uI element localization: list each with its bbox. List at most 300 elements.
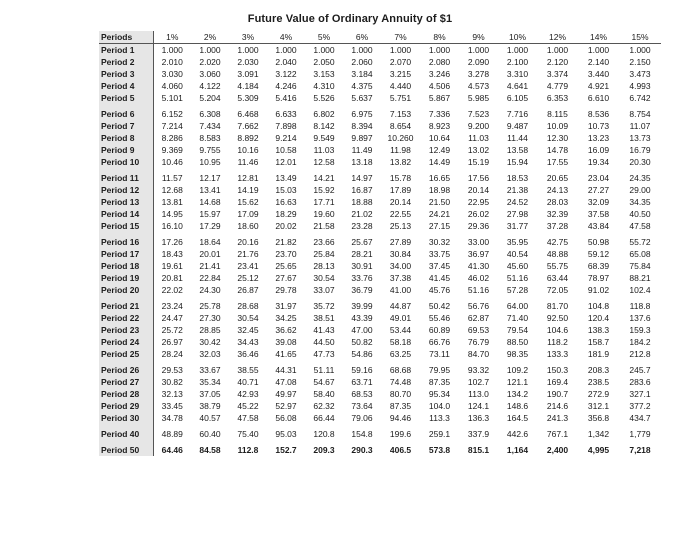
period-label: Period 10 — [99, 156, 153, 168]
period-label: Period 29 — [99, 400, 153, 412]
value-cell: 21.50 — [428, 197, 451, 207]
value-cell: 33.00 — [467, 237, 490, 247]
value-cell: 65.08 — [629, 249, 651, 259]
period-label: Period 28 — [99, 388, 153, 400]
value-cell: 6.353 — [546, 93, 569, 103]
period-label: Period 17 — [99, 248, 153, 260]
value-cell: 46.02 — [467, 273, 490, 283]
value-cell: 6.468 — [237, 109, 259, 119]
table-row — [99, 300, 661, 312]
value-cell: 16.87 — [351, 185, 373, 195]
value-cell: 120.8 — [313, 429, 335, 439]
value-cell: 8.892 — [237, 133, 259, 143]
value-cell: 10.64 — [428, 133, 451, 143]
value-cell: 2,400 — [546, 445, 569, 455]
period-label: Period 16 — [99, 236, 153, 248]
period-label: Period 26 — [99, 364, 153, 376]
value-cell: 104.0 — [428, 401, 451, 411]
table-row — [99, 56, 661, 68]
value-cell: 4.375 — [351, 81, 373, 91]
value-cell: 40.71 — [237, 377, 259, 387]
table-row — [99, 68, 661, 80]
value-cell: 21.58 — [313, 221, 335, 231]
value-cell: 23.70 — [275, 249, 297, 259]
value-cell: 36.79 — [351, 285, 373, 295]
value-cell: 10.73 — [587, 121, 610, 131]
value-cell: 18.88 — [351, 197, 373, 207]
value-cell: 48.89 — [161, 429, 183, 439]
value-cell: 31.97 — [275, 301, 297, 311]
value-cell: 2.080 — [428, 57, 451, 67]
value-cell: 68.53 — [351, 389, 373, 399]
value-cell: 60.40 — [199, 429, 221, 439]
value-cell: 2.150 — [629, 57, 651, 67]
value-cell: 11.57 — [161, 173, 183, 183]
table-row — [99, 324, 661, 336]
value-cell: 18.60 — [237, 221, 259, 231]
value-cell: 12.58 — [313, 157, 335, 167]
value-cell: 12.17 — [199, 173, 221, 183]
value-cell: 26.97 — [161, 337, 183, 347]
value-cell: 26.02 — [467, 209, 490, 219]
value-cell: 32.45 — [237, 325, 259, 335]
value-cell: 37.28 — [546, 221, 569, 231]
value-cell: 18.98 — [428, 185, 451, 195]
value-cell: 55.75 — [546, 261, 569, 271]
value-cell: 290.3 — [351, 445, 373, 455]
value-cell: 104.8 — [587, 301, 610, 311]
value-cell: 14.49 — [428, 157, 451, 167]
value-cell: 245.7 — [629, 365, 651, 375]
period-label: Period 5 — [99, 92, 153, 104]
value-cell: 48.88 — [546, 249, 569, 259]
value-cell: 33.67 — [199, 365, 221, 375]
period-label: Period 21 — [99, 300, 153, 312]
value-cell: 6.975 — [351, 109, 373, 119]
value-cell: 136.3 — [467, 413, 490, 423]
value-cell: 3.122 — [275, 69, 297, 79]
value-cell: 29.78 — [275, 285, 297, 295]
value-cell: 34.35 — [629, 197, 651, 207]
table-row — [99, 284, 661, 296]
value-cell: 21.38 — [506, 185, 529, 195]
value-cell: 10.58 — [275, 145, 297, 155]
periods-header: Periods — [99, 31, 153, 44]
value-cell: 63.71 — [351, 377, 373, 387]
value-cell: 283.6 — [629, 377, 651, 387]
value-cell: 47.58 — [629, 221, 651, 231]
value-cell: 7.336 — [428, 109, 451, 119]
value-cell: 44.50 — [313, 337, 335, 347]
value-cell: 150.3 — [546, 365, 569, 375]
value-cell: 38.55 — [237, 365, 259, 375]
value-cell: 9.897 — [351, 133, 373, 143]
value-cell: 442.6 — [506, 429, 529, 439]
value-cell: 3.184 — [351, 69, 373, 79]
value-cell: 137.6 — [629, 313, 651, 323]
value-cell: 377.2 — [629, 401, 651, 411]
value-cell: 17.29 — [199, 221, 221, 231]
value-cell: 42.93 — [237, 389, 259, 399]
value-cell: 17.26 — [161, 237, 183, 247]
value-cell: 28.13 — [313, 261, 335, 271]
value-cell: 9.755 — [199, 145, 221, 155]
value-cell: 41.30 — [467, 261, 490, 271]
value-cell: 20.81 — [161, 273, 183, 283]
value-cell: 2.010 — [161, 57, 183, 67]
value-cell: 94.46 — [389, 413, 412, 423]
value-cell: 45.60 — [506, 261, 529, 271]
value-cell: 22.95 — [467, 197, 490, 207]
value-cell: 13.41 — [199, 185, 221, 195]
value-cell: 12.81 — [237, 173, 259, 183]
value-cell: 1.000 — [351, 45, 373, 55]
value-cell: 39.08 — [275, 337, 297, 347]
value-cell: 87.35 — [428, 377, 451, 387]
value-cell: 4.641 — [506, 81, 529, 91]
value-cell: 13.02 — [467, 145, 490, 155]
value-cell: 13.23 — [587, 133, 610, 143]
value-cell: 92.50 — [546, 313, 569, 323]
value-cell: 327.1 — [629, 389, 651, 399]
value-cell: 91.02 — [587, 285, 610, 295]
period-label: Period 9 — [99, 144, 153, 156]
value-cell: 181.9 — [587, 349, 610, 359]
value-cell: 3.030 — [161, 69, 183, 79]
value-cell: 7.523 — [467, 109, 490, 119]
table-row — [99, 388, 661, 400]
value-cell: 17.55 — [546, 157, 569, 167]
value-cell: 34.43 — [237, 337, 259, 347]
value-cell: 118.2 — [547, 337, 568, 347]
value-cell: 51.11 — [313, 365, 335, 375]
table-row — [99, 220, 661, 232]
table-row — [99, 108, 661, 120]
value-cell: 30.42 — [199, 337, 221, 347]
value-cell: 3.060 — [199, 69, 221, 79]
period-label: Period 14 — [99, 208, 153, 220]
value-cell: 138.3 — [587, 325, 610, 335]
value-cell: 5.637 — [351, 93, 373, 103]
table-row — [99, 196, 661, 208]
value-cell: 31.77 — [506, 221, 529, 231]
value-cell: 109.2 — [506, 365, 529, 375]
value-cell: 113.0 — [468, 389, 489, 399]
period-label: Period 13 — [99, 196, 153, 208]
value-cell: 3.215 — [389, 69, 412, 79]
value-cell: 19.34 — [587, 157, 610, 167]
value-cell: 9.214 — [275, 133, 297, 143]
table-title: Future Value of Ordinary Annuity of $1 — [247, 13, 453, 25]
table-row — [99, 260, 661, 272]
rate-header-cell: 4% — [267, 31, 305, 44]
value-cell: 209.3 — [313, 445, 335, 455]
value-cell: 13.82 — [389, 157, 412, 167]
value-cell: 18.53 — [506, 173, 529, 183]
value-cell: 102.7 — [467, 377, 490, 387]
value-cell: 124.1 — [467, 401, 490, 411]
value-cell: 208.3 — [587, 365, 610, 375]
value-cell: 20.65 — [546, 173, 569, 183]
value-cell: 8.115 — [547, 109, 568, 119]
value-cell: 41.45 — [428, 273, 451, 283]
value-cell: 11.49 — [351, 145, 373, 155]
value-cell: 84.58 — [199, 445, 221, 455]
value-cell: 11.07 — [629, 121, 651, 131]
value-cell: 68.68 — [389, 365, 412, 375]
table-row — [99, 364, 661, 376]
value-cell: 154.8 — [351, 429, 373, 439]
period-label: Period 3 — [99, 68, 153, 80]
period-label: Period 7 — [99, 120, 153, 132]
value-cell: 30.82 — [161, 377, 183, 387]
value-cell: 1.000 — [199, 45, 221, 55]
value-cell: 169.4 — [546, 377, 569, 387]
value-cell: 25.72 — [161, 325, 183, 335]
value-cell: 23.04 — [587, 173, 610, 183]
value-cell: 28.68 — [237, 301, 259, 311]
value-cell: 33.45 — [161, 401, 183, 411]
rate-header-cell: 3% — [229, 31, 267, 44]
value-cell: 2.120 — [546, 57, 569, 67]
value-cell: 54.67 — [313, 377, 335, 387]
table-row — [99, 44, 661, 57]
value-cell: 4.779 — [546, 81, 569, 91]
value-cell: 35.34 — [199, 377, 221, 387]
value-cell: 41.00 — [389, 285, 412, 295]
value-cell: 12.49 — [428, 145, 451, 155]
value-cell: 35.95 — [506, 237, 529, 247]
value-cell: 118.8 — [629, 301, 651, 311]
value-cell: 241.3 — [546, 413, 569, 423]
rate-header-cell: 5% — [305, 31, 343, 44]
value-cell: 75.40 — [237, 429, 259, 439]
value-cell: 55.72 — [629, 237, 651, 247]
value-cell: 1.000 — [389, 45, 412, 55]
value-cell: 47.73 — [313, 349, 335, 359]
value-cell: 312.1 — [587, 401, 610, 411]
value-cell: 2.140 — [587, 57, 610, 67]
value-cell: 1.000 — [275, 45, 297, 55]
value-cell: 45.22 — [237, 401, 259, 411]
value-cell: 573.8 — [428, 445, 451, 455]
value-cell: 34.25 — [275, 313, 297, 323]
table-row — [99, 144, 661, 156]
value-cell: 1,164 — [506, 445, 529, 455]
period-label: Period 40 — [99, 428, 153, 440]
value-cell: 2.020 — [199, 57, 221, 67]
value-cell: 49.97 — [275, 389, 297, 399]
value-cell: 15.03 — [275, 185, 297, 195]
value-cell: 406.5 — [389, 445, 412, 455]
value-cell: 58.40 — [313, 389, 335, 399]
value-cell: 133.3 — [546, 349, 569, 359]
value-cell: 20.14 — [467, 185, 490, 195]
value-cell: 50.82 — [351, 337, 373, 347]
value-cell: 53.44 — [389, 325, 412, 335]
value-cell: 2.030 — [237, 57, 259, 67]
value-cell: 24.30 — [199, 285, 221, 295]
value-cell: 30.32 — [428, 237, 451, 247]
rate-header-row — [99, 31, 661, 44]
value-cell: 6.633 — [275, 109, 297, 119]
value-cell: 26.87 — [237, 285, 259, 295]
value-cell: 25.13 — [389, 221, 412, 231]
table-row — [99, 132, 661, 144]
value-cell: 28.03 — [546, 197, 569, 207]
rate-header-cell: 9% — [459, 31, 498, 44]
value-cell: 15.62 — [237, 197, 259, 207]
value-cell: 71.40 — [506, 313, 529, 323]
value-cell: 76.79 — [467, 337, 490, 347]
value-cell: 44.31 — [275, 365, 297, 375]
period-label: Period 18 — [99, 260, 153, 272]
period-label: Period 2 — [99, 56, 153, 68]
value-cell: 16.63 — [275, 197, 297, 207]
value-cell: 27.27 — [587, 185, 610, 195]
value-cell: 40.57 — [199, 413, 221, 423]
value-cell: 18.29 — [275, 209, 297, 219]
rate-header-cell: 6% — [343, 31, 381, 44]
value-cell: 13.81 — [161, 197, 183, 207]
value-cell: 356.8 — [587, 413, 610, 423]
value-cell: 9.487 — [506, 121, 529, 131]
value-cell: 14.95 — [161, 209, 183, 219]
value-cell: 11.03 — [468, 133, 489, 143]
value-cell: 8.142 — [313, 121, 335, 131]
value-cell: 4.573 — [467, 81, 490, 91]
value-cell: 2.050 — [313, 57, 335, 67]
period-label: Period 1 — [99, 44, 153, 57]
value-cell: 51.16 — [467, 285, 490, 295]
value-cell: 14.78 — [546, 145, 569, 155]
rate-header-cell: 1% — [153, 31, 191, 44]
value-cell: 1.000 — [587, 45, 610, 55]
value-cell: 212.8 — [629, 349, 651, 359]
value-cell: 27.30 — [199, 313, 221, 323]
value-cell: 36.62 — [275, 325, 297, 335]
value-cell: 24.21 — [428, 209, 451, 219]
value-cell: 767.1 — [546, 429, 569, 439]
value-cell: 3.374 — [546, 69, 569, 79]
value-cell: 7.153 — [389, 109, 412, 119]
value-cell: 6.105 — [506, 93, 529, 103]
value-cell: 15.19 — [467, 157, 490, 167]
period-label: Period 19 — [99, 272, 153, 284]
value-cell: 15.78 — [389, 173, 412, 183]
value-cell: 66.44 — [313, 413, 335, 423]
table-row — [99, 120, 661, 132]
value-cell: 9.369 — [161, 145, 183, 155]
value-cell: 78.97 — [587, 273, 610, 283]
value-cell: 34.00 — [389, 261, 412, 271]
value-cell: 56.08 — [275, 413, 297, 423]
value-cell: 42.75 — [546, 237, 569, 247]
value-cell: 272.9 — [587, 389, 610, 399]
value-cell: 59.12 — [587, 249, 610, 259]
value-cell: 27.67 — [275, 273, 297, 283]
value-cell: 7.434 — [199, 121, 221, 131]
value-cell: 32.03 — [199, 349, 221, 359]
value-cell: 8.583 — [199, 133, 221, 143]
value-cell: 28.85 — [199, 325, 221, 335]
value-cell: 69.53 — [467, 325, 490, 335]
value-cell: 238.5 — [587, 377, 610, 387]
value-cell: 64.00 — [506, 301, 529, 311]
rate-header-cell: 12% — [537, 31, 578, 44]
rate-header-cell: 14% — [578, 31, 619, 44]
value-cell: 17.56 — [467, 173, 490, 183]
value-cell: 27.89 — [389, 237, 412, 247]
value-cell: 8.394 — [351, 121, 373, 131]
value-cell: 38.79 — [199, 401, 221, 411]
value-cell: 54.86 — [351, 349, 373, 359]
value-cell: 121.1 — [506, 377, 529, 387]
table-row — [99, 248, 661, 260]
value-cell: 74.48 — [389, 377, 412, 387]
value-cell: 104.6 — [546, 325, 569, 335]
value-cell: 2.070 — [389, 57, 412, 67]
value-cell: 3.440 — [587, 69, 610, 79]
value-cell: 80.70 — [389, 389, 412, 399]
value-cell: 33.76 — [351, 273, 373, 283]
table-row — [99, 428, 661, 440]
table-row — [99, 80, 661, 92]
value-cell: 158.7 — [587, 337, 610, 347]
value-cell: 4,995 — [587, 445, 610, 455]
value-cell: 5.309 — [237, 93, 259, 103]
value-cell: 36.46 — [237, 349, 259, 359]
value-cell: 259.1 — [428, 429, 451, 439]
value-cell: 4.060 — [161, 81, 183, 91]
value-cell: 68.39 — [587, 261, 610, 271]
value-cell: 4.921 — [587, 81, 610, 91]
value-cell: 66.76 — [428, 337, 451, 347]
value-cell: 47.00 — [351, 325, 373, 335]
value-cell: 14.21 — [313, 173, 335, 183]
period-label: Period 27 — [99, 376, 153, 388]
value-cell: 815.1 — [467, 445, 490, 455]
value-cell: 5.751 — [389, 93, 412, 103]
value-cell: 15.94 — [506, 157, 529, 167]
value-cell: 15.92 — [313, 185, 335, 195]
period-label: Period 23 — [99, 324, 153, 336]
value-cell: 22.55 — [389, 209, 412, 219]
value-cell: 63.25 — [389, 349, 412, 359]
value-cell: 43.84 — [587, 221, 610, 231]
value-cell: 1.000 — [506, 45, 529, 55]
value-cell: 29.53 — [161, 365, 183, 375]
value-cell: 23.66 — [313, 237, 335, 247]
value-cell: 3.153 — [313, 69, 335, 79]
value-cell: 32.09 — [587, 197, 610, 207]
period-label: Period 15 — [99, 220, 153, 232]
value-cell: 1.000 — [629, 45, 651, 55]
period-label: Period 25 — [99, 348, 153, 360]
value-cell: 1,342 — [587, 429, 610, 439]
value-cell: 10.95 — [199, 157, 221, 167]
table-row — [99, 172, 661, 184]
value-cell: 47.58 — [237, 413, 259, 423]
value-cell: 28.21 — [351, 249, 373, 259]
value-cell: 12.30 — [546, 133, 569, 143]
period-label: Period 20 — [99, 284, 153, 296]
value-cell: 58.18 — [389, 337, 412, 347]
value-cell: 60.89 — [428, 325, 451, 335]
value-cell: 28.24 — [161, 349, 183, 359]
value-cell: 39.99 — [351, 301, 373, 311]
value-cell: 25.78 — [199, 301, 221, 311]
